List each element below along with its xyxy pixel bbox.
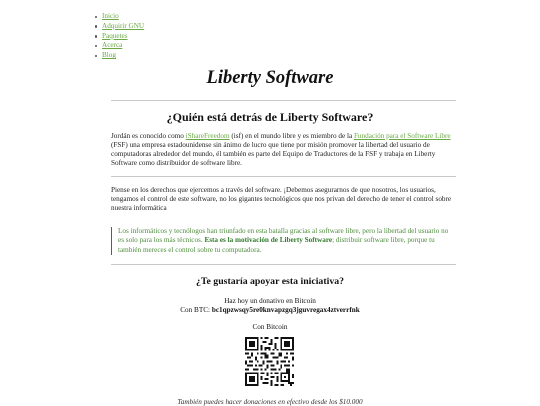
motivation-quote bbox=[111, 227, 454, 255]
btc-address: bc1qpzwsqy5re0knvapzgq3jguvregax4ztverrfnk bbox=[211, 306, 360, 314]
nav-link-adquirir-gnu[interactable]: Adquirir GNU bbox=[102, 21, 145, 30]
qr-label: Con Bitcoin bbox=[252, 323, 288, 331]
about-text-a: Jordán es conocido como bbox=[111, 132, 186, 140]
nav-link-paquetes[interactable]: Paquetes bbox=[102, 31, 128, 40]
btc-label: Con BTC: bbox=[180, 306, 212, 314]
nav-link-inicio[interactable]: Inicio bbox=[102, 12, 119, 20]
site-title: Liberty Software bbox=[206, 68, 334, 88]
nav-list bbox=[102, 12, 144, 61]
cash-donation-note: También puedes hacer donaciones en efectivo desde los $10.000 bbox=[177, 398, 363, 406]
btc-line bbox=[0, 306, 540, 315]
quote-text-a: Los informáticos y tecnólogos han triunfado en esta batalla gracias al software libre, pero la libertad del usuario no es solo para los más técnicos. bbox=[118, 227, 449, 245]
quote-text-bold: Esta es la motivación de Liberty Software bbox=[204, 236, 333, 245]
divider bbox=[111, 176, 456, 177]
divider bbox=[111, 100, 456, 101]
nav-link-acerca[interactable]: Acerca bbox=[102, 41, 123, 50]
nav-item-adquirir bbox=[102, 22, 144, 32]
about-paragraph-1 bbox=[111, 132, 456, 168]
about-text-c: (FSF) una empresa estadounidense sin ánimo de lucro que tiene por misión promover la libertad del usuario de computadoras alrededor del mundo, él también es parte del Equipo de Traductores de la FSF y trabaja en Liberty Software como distribuidor de software libre. bbox=[111, 141, 436, 168]
bitcoin-qr-code bbox=[245, 337, 294, 386]
nav-item-acerca bbox=[102, 41, 144, 51]
nav-link-blog[interactable]: Blog bbox=[102, 51, 116, 60]
nav-item-blog bbox=[102, 51, 144, 61]
nav-item-inicio bbox=[102, 12, 144, 22]
about-heading: ¿Quién está detrás de Liberty Software? bbox=[166, 110, 374, 124]
donation-line: Haz hoy un donativo en Bitcoin bbox=[224, 297, 316, 305]
main-nav bbox=[102, 12, 144, 61]
about-text-b: (isf) en el mundo libre y es miembro de la bbox=[229, 132, 354, 140]
divider bbox=[111, 264, 456, 265]
isharefreedom-link[interactable]: iShareFreedom bbox=[185, 132, 230, 140]
quote-text-b: ; distribuir software libre, porque tu también mereces el control sobre tu computadora. bbox=[118, 236, 435, 254]
about-paragraph-2: Piense en los derechos que ejercemos a través del software. ¡Debemos asegurarnos de que nosotros, los usuarios, tengamos el control de este software, no los gigantes tecnológicos que nos privan del derecho de tener el control sobre nuestra informática bbox=[111, 186, 452, 213]
support-heading: ¿Te gustaría apoyar esta iniciativa? bbox=[195, 276, 345, 287]
fsf-link[interactable]: Fundación para el Software Libre bbox=[353, 132, 451, 140]
nav-item-paquetes bbox=[102, 32, 144, 42]
